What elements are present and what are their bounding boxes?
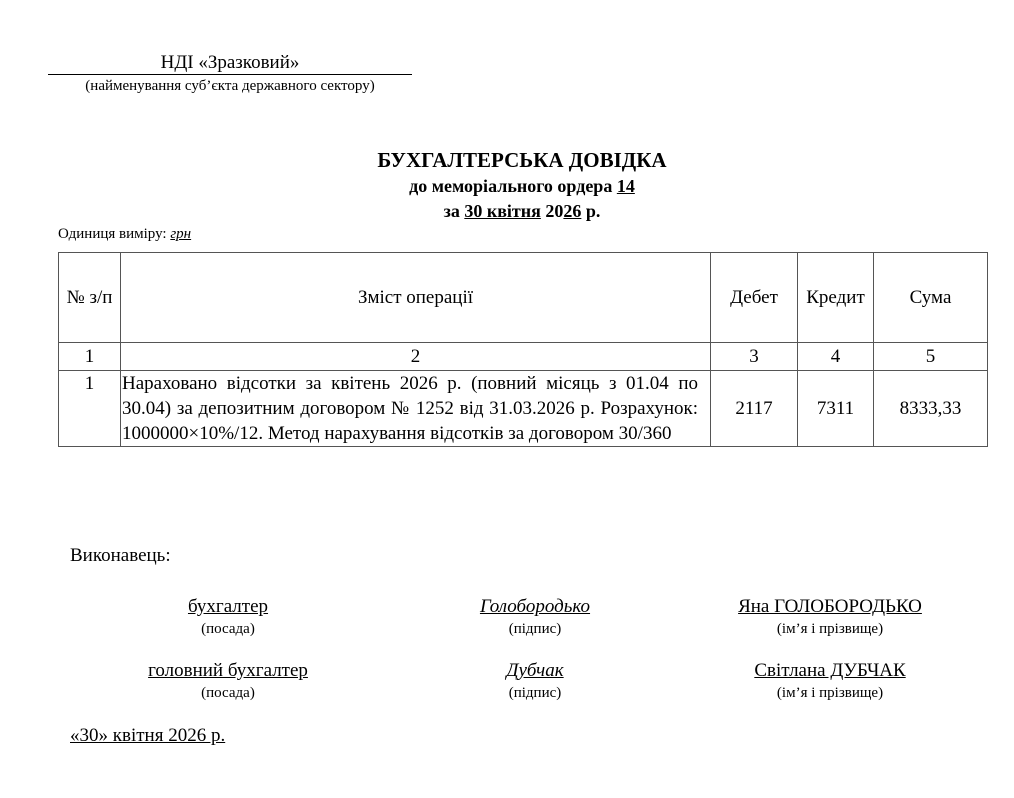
unit-label: Одиниця виміру: <box>58 226 171 242</box>
date-day-month: 30 квітня <box>464 201 541 221</box>
position-value: бухгалтер <box>187 596 269 617</box>
column-number-row <box>59 343 988 371</box>
table-row <box>59 371 988 447</box>
signature-caption: (підпис) <box>508 685 562 701</box>
signature-value: Дубчак <box>506 660 564 681</box>
name-value: Світлана ДУБЧАК <box>754 660 906 681</box>
order-number: 14 <box>616 176 635 196</box>
signature-field <box>435 596 635 640</box>
column-number: 3 <box>711 343 798 371</box>
header-amount: Сума <box>874 253 988 343</box>
position-field <box>128 596 328 640</box>
row-amount: 8333,33 <box>874 371 988 447</box>
row-debit: 2117 <box>711 371 798 447</box>
position-field <box>118 660 338 704</box>
organization-name: НДІ «Зразковий» <box>48 52 412 75</box>
order-prefix: до меморіального ордера <box>409 176 617 196</box>
signature-field <box>435 660 635 704</box>
row-index: 1 <box>59 371 121 447</box>
unit-value: грн <box>170 226 192 242</box>
date-prefix: за <box>443 201 465 221</box>
signature-value: Голобородько <box>479 596 591 617</box>
column-number: 1 <box>59 343 121 371</box>
name-caption: (ім’я і прізвище) <box>776 621 884 637</box>
position-caption: (посада) <box>201 621 255 637</box>
header-debit: Дебет <box>711 253 798 343</box>
date-year-end: 26 <box>563 201 582 221</box>
operations-table <box>58 252 988 447</box>
table-header-row <box>59 253 988 343</box>
position-value: головний бухгалтер <box>148 660 308 681</box>
memorial-order-line <box>0 174 1014 199</box>
executor-label: Виконавець: <box>70 545 171 566</box>
name-field <box>705 660 955 704</box>
header-credit: Кредит <box>798 253 874 343</box>
document-header <box>0 146 1014 224</box>
column-number: 2 <box>121 343 711 371</box>
row-description: Нараховано відсотки за квітень 2026 р. (повний місяць з 01.04 по 30.04) за депозитним договором № 1252 від 31.03.2026 р. Розрахунок: 1000000×10%/12. Метод нарахування відсотків за договором 30/360 <box>121 371 711 447</box>
header-index: № з/п <box>59 253 121 343</box>
document-date-line <box>0 199 1014 224</box>
column-number: 4 <box>798 343 874 371</box>
unit-of-measure <box>58 224 191 244</box>
organization-block <box>48 52 412 96</box>
position-caption: (посада) <box>201 685 255 701</box>
name-field <box>705 596 955 640</box>
organization-caption: (найменування суб’єкта державного сектору) <box>85 78 375 94</box>
header-description: Зміст операції <box>121 253 711 343</box>
name-caption: (ім’я і прізвище) <box>776 685 884 701</box>
document-title: БУХГАЛТЕРСЬКА ДОВІДКА <box>377 148 667 172</box>
date-suffix: р. <box>581 201 601 221</box>
name-value: Яна ГОЛОБОРОДЬКО <box>738 596 922 617</box>
date-year-start: 20 <box>540 201 564 221</box>
column-number: 5 <box>874 343 988 371</box>
signature-caption: (підпис) <box>508 621 562 637</box>
row-credit: 7311 <box>798 371 874 447</box>
document-footer-date: «30» квітня 2026 р. <box>70 725 226 746</box>
